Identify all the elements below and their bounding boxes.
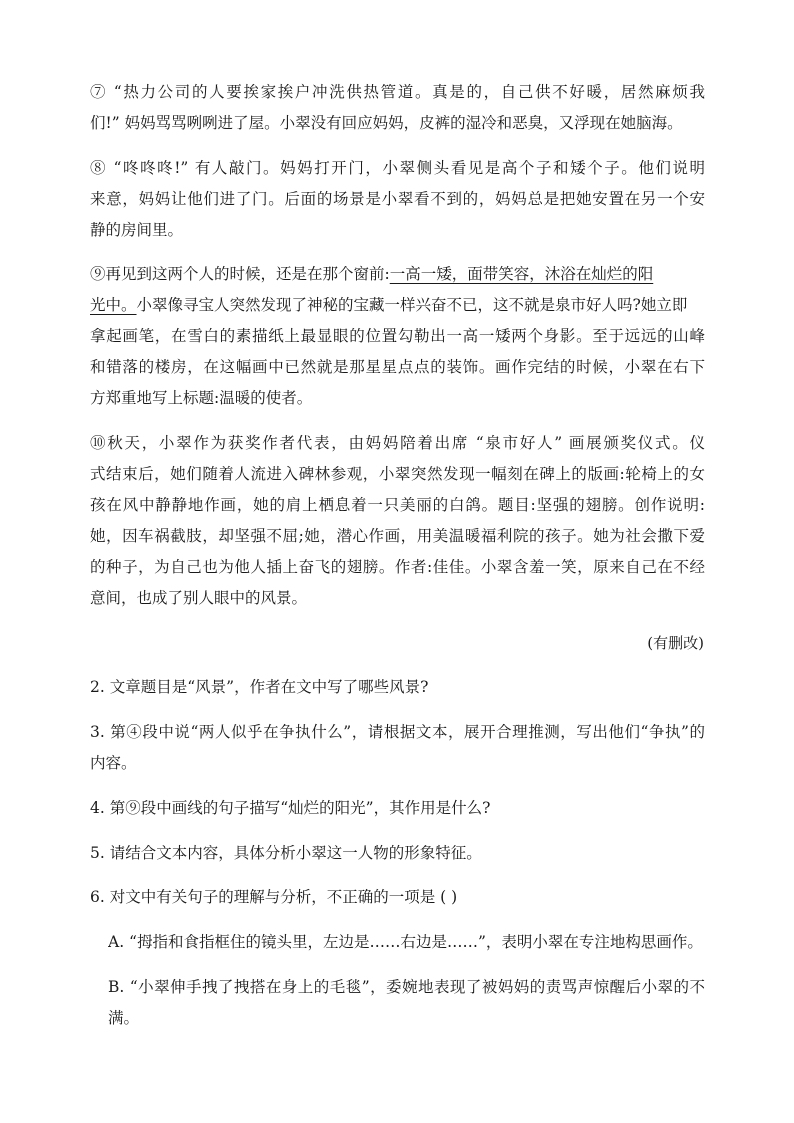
paragraph-9-line-5: 方郑重地写上标题:温暖的使者。 — [90, 389, 313, 407]
paragraph-7-line-2: 们!” 妈妈骂骂咧咧进了屋。小翠没有回应妈妈，皮裤的湿冷和恶臭，又浮现在她脑海。 — [90, 114, 683, 132]
paragraph-10-line-6: 意间，也成了别人眼中的风景。 — [90, 589, 308, 607]
paragraph-10-line-2: 式结束后，她们随着人流进入碑林参观，小翠突然发现一幅刻在碑上的版画:轮椅上的女 — [90, 465, 705, 483]
question-2: 2. 文章题目是“风景”，作者在文中写了哪些风景? — [90, 678, 429, 696]
paragraph-9-line-2 — [90, 295, 705, 315]
paragraph-9-line-4: 和错落的楼房，在这幅画中已然就是那星星点点的装饰。画作完结的时候，小翠在右下 — [90, 358, 705, 376]
paragraph-10-line-3: 孩在风中静静地作画，她的肩上栖息着一只美丽的白鸽。题目:坚强的翅膀。创作说明: — [90, 496, 705, 514]
paragraph-9-line-2-rest: 小翠像寻宝人突然发现了神秘的宝藏一样兴奋不已，这不就是泉市好人吗?她立即 — [136, 296, 688, 314]
paragraph-10-line-5: 的种子，为自己也为他人插上奋飞的翅膀。作者:佳佳。小翠含羞一笑，原来自己在不经 — [90, 558, 705, 576]
question-3-line-2: 内容。 — [90, 754, 137, 772]
option-a: A. “拇指和食指框住的镜头里，左边是……右边是……”，表明小翠在专注地构思画作。 — [108, 933, 703, 951]
option-b-line-1: B. “小翠伸手拽了拽搭在身上的毛毯”，委婉地表现了被妈妈的责骂声惊醒后小翠的不 — [108, 978, 705, 996]
underlined-sentence-part-2: 光中。 — [90, 296, 137, 314]
source-note: (有删改) — [647, 634, 704, 652]
paragraph-9-line-1 — [90, 264, 705, 284]
question-6: 6. 对文中有关句子的理解与分析，不正确的一项是 ( ) — [90, 888, 458, 906]
paragraph-9-line-3: 拿起画笔，在雪白的素描纸上最显眼的位置勾勒出一高一矮两个身影。至于远远的山峰 — [90, 327, 705, 345]
paragraph-10-line-1: ⑩秋天，小翠作为获奖作者代表，由妈妈陪着出席 “泉市好人” 画展颁奖仪式。仪 — [90, 434, 705, 452]
paragraph-9-line-1-prefix: ⑨再见到这两个人的时候，还是在那个窗前: — [90, 265, 390, 283]
paragraph-10-line-4: 她，因车祸截肢，却坚强不屈;她，潜心作画，用美温暖福利院的孩子。她为社会撒下爱 — [90, 527, 705, 545]
paragraph-8-line-1: ⑧ “咚咚咚!” 有人敲门。妈妈打开门，小翠侧头看见是高个子和矮个子。他们说明 — [90, 159, 705, 177]
paragraph-8-line-3: 静的房间里。 — [90, 221, 184, 239]
question-4: 4. 第⑨段中画线的句子描写“灿烂的阳光”，其作用是什么? — [90, 799, 491, 817]
question-3-line-1: 3. 第④段中说“两人似乎在争执什么”，请根据文本，展开合理推测，写出他们“争执”的 — [90, 723, 705, 741]
paragraph-8-line-2: 来意，妈妈让他们进了门。后面的场景是小翠看不到的，妈妈总是把她安置在另一个安 — [90, 190, 705, 208]
option-b-line-2: 满。 — [108, 1009, 140, 1027]
underlined-sentence-part-1: 一高一矮，面带笑容，沐浴在灿烂的阳 — [389, 265, 654, 283]
question-5: 5. 请结合文本内容，具体分析小翠这一人物的形象特征。 — [90, 844, 482, 862]
paragraph-7-line-1: ⑦ “热力公司的人要挨家挨户冲洗供热管道。真是的，自己供不好暖，居然麻烦我 — [90, 83, 705, 101]
